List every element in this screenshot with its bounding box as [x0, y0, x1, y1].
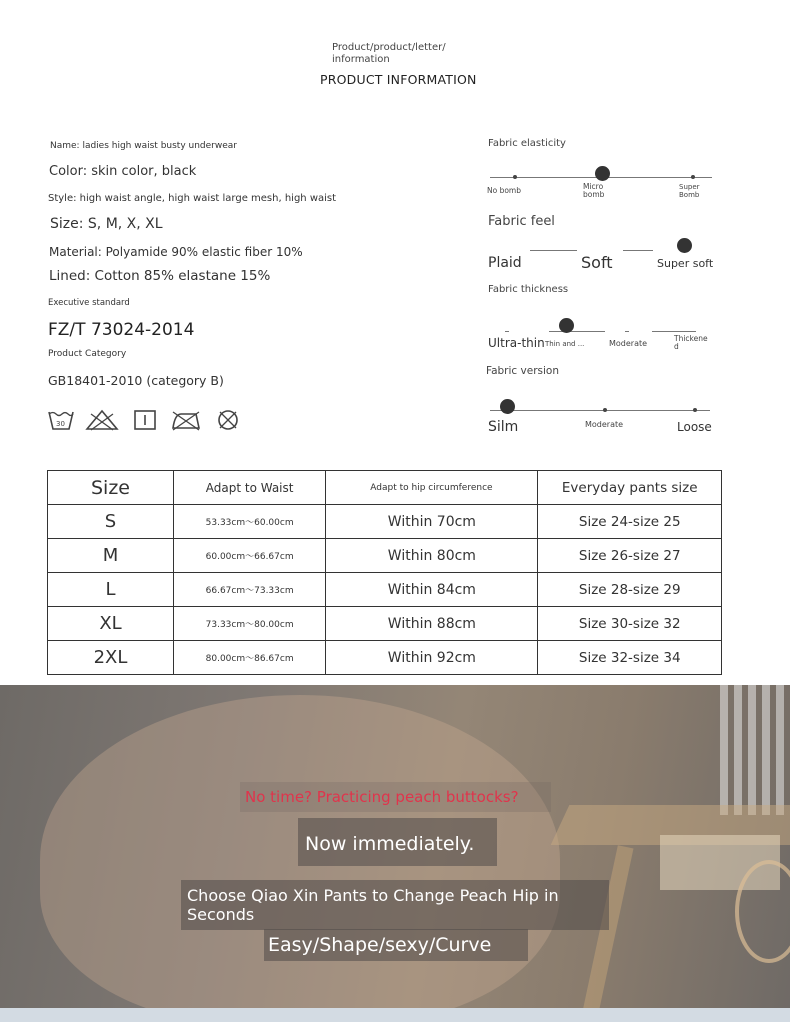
thickness-label-1: Ultra-thin — [488, 336, 545, 350]
wash-30-icon — [47, 408, 75, 432]
feel-title: Fabric feel — [488, 214, 555, 229]
cell-waist: 73.33cm～80.00cm — [173, 607, 325, 641]
table-row — [48, 641, 722, 675]
feel-label-2: Soft — [581, 253, 613, 272]
cell-pants: Size 32-size 34 — [538, 641, 722, 675]
banner-question: No time? Practicing peach buttocks? — [240, 782, 551, 812]
cell-size: 2XL — [48, 641, 174, 675]
spec-style: Style: high waist angle, high waist large mesh, high waist — [48, 193, 337, 204]
banner-choose: Choose Qiao Xin Pants to Change Peach Hip in Seconds — [181, 880, 609, 930]
table-row — [48, 539, 722, 573]
spec-size: Size: S, M, X, XL — [50, 216, 163, 232]
header-hip: Adapt to hip circumference — [326, 471, 538, 505]
cell-hip: Within 92cm — [326, 641, 538, 675]
elasticity-label-2: Micro bomb — [583, 182, 605, 199]
thickness-dot-selected — [559, 318, 574, 333]
version-title: Fabric version — [486, 365, 559, 377]
header-cn: Product/product/letter/ information — [332, 42, 446, 65]
cell-waist: 53.33cm～60.00cm — [173, 505, 325, 539]
feel-line-1 — [530, 250, 577, 251]
version-dot-3 — [693, 408, 697, 412]
elasticity-dot-selected — [595, 166, 610, 181]
table-row — [48, 607, 722, 641]
category-label: Product Category — [48, 349, 127, 359]
version-dot-selected — [500, 399, 515, 414]
cell-size: S — [48, 505, 174, 539]
category-value: GB18401-2010 (category B) — [48, 373, 224, 388]
cell-size: L — [48, 573, 174, 607]
feel-label-1: Plaid — [488, 255, 522, 271]
feel-dot-selected — [677, 238, 692, 253]
cell-waist: 66.67cm～73.33cm — [173, 573, 325, 607]
thickness-line-2 — [549, 331, 605, 332]
cell-size: XL — [48, 607, 174, 641]
iron-low-icon — [169, 408, 203, 432]
banner-now: Now immediately. — [298, 818, 497, 866]
bookshelf-image — [720, 685, 790, 815]
thickness-label-2: Thin and ... — [545, 340, 585, 348]
feel-line-2 — [623, 250, 653, 251]
banner-tagline: Easy/Shape/sexy/Curve — [264, 929, 528, 961]
feel-label-3: Super soft — [657, 257, 714, 270]
cell-hip: Within 80cm — [326, 539, 538, 573]
elasticity-dot-3 — [691, 175, 695, 179]
exec-label: Executive standard — [48, 298, 130, 308]
elasticity-label-1: No bomb — [487, 186, 521, 195]
spec-lined: Lined: Cotton 85% elastane 15% — [49, 268, 271, 284]
thickness-line-1 — [505, 331, 509, 332]
version-label-3: Loose — [677, 420, 712, 434]
cell-waist: 60.00cm～66.67cm — [173, 539, 325, 573]
header-pants: Everyday pants size — [538, 471, 722, 505]
elasticity-label-3: Super Bomb — [679, 183, 700, 199]
thickness-label-3: Moderate — [609, 339, 648, 348]
thickness-line-4 — [652, 331, 696, 332]
cell-pants: Size 30-size 32 — [538, 607, 722, 641]
version-label-1: Silm — [488, 419, 519, 435]
spec-name: Name: ladies high waist busty underwear — [50, 141, 237, 151]
exec-value: FZ/T 73024-2014 — [48, 320, 195, 340]
page-title: PRODUCT INFORMATION — [320, 72, 477, 87]
no-bleach-icon — [85, 408, 119, 432]
bottom-strip — [0, 1008, 790, 1022]
elasticity-dot-1 — [513, 175, 517, 179]
elasticity-title: Fabric elasticity — [488, 138, 566, 149]
version-label-2: Moderate — [585, 420, 624, 429]
cell-hip: Within 88cm — [326, 607, 538, 641]
svg-text:30: 30 — [56, 420, 65, 428]
version-line — [490, 410, 710, 411]
tumble-dry-icon — [133, 408, 157, 432]
promo-banner — [0, 685, 790, 1008]
cell-pants: Size 28-size 29 — [538, 573, 722, 607]
cell-pants: Size 24-size 25 — [538, 505, 722, 539]
header-waist: Adapt to Waist — [173, 471, 325, 505]
thickness-label-4: Thickened — [674, 334, 708, 351]
table-row — [48, 573, 722, 607]
cell-hip: Within 84cm — [326, 573, 538, 607]
table-header-row — [48, 471, 722, 505]
chair-ring-image — [735, 860, 790, 963]
spec-material: Material: Polyamide 90% elastic fiber 10% — [49, 245, 303, 259]
table-row — [48, 505, 722, 539]
cell-waist: 80.00cm～86.67cm — [173, 641, 325, 675]
cell-size: M — [48, 539, 174, 573]
header-size: Size — [48, 471, 174, 505]
cell-hip: Within 70cm — [326, 505, 538, 539]
version-dot-2 — [603, 408, 607, 412]
no-dry-clean-icon — [215, 408, 241, 432]
spec-color: Color: skin color, black — [49, 164, 197, 179]
thickness-title: Fabric thickness — [488, 284, 569, 295]
size-table — [47, 470, 722, 675]
thickness-line-3 — [625, 331, 629, 332]
cell-pants: Size 26-size 27 — [538, 539, 722, 573]
